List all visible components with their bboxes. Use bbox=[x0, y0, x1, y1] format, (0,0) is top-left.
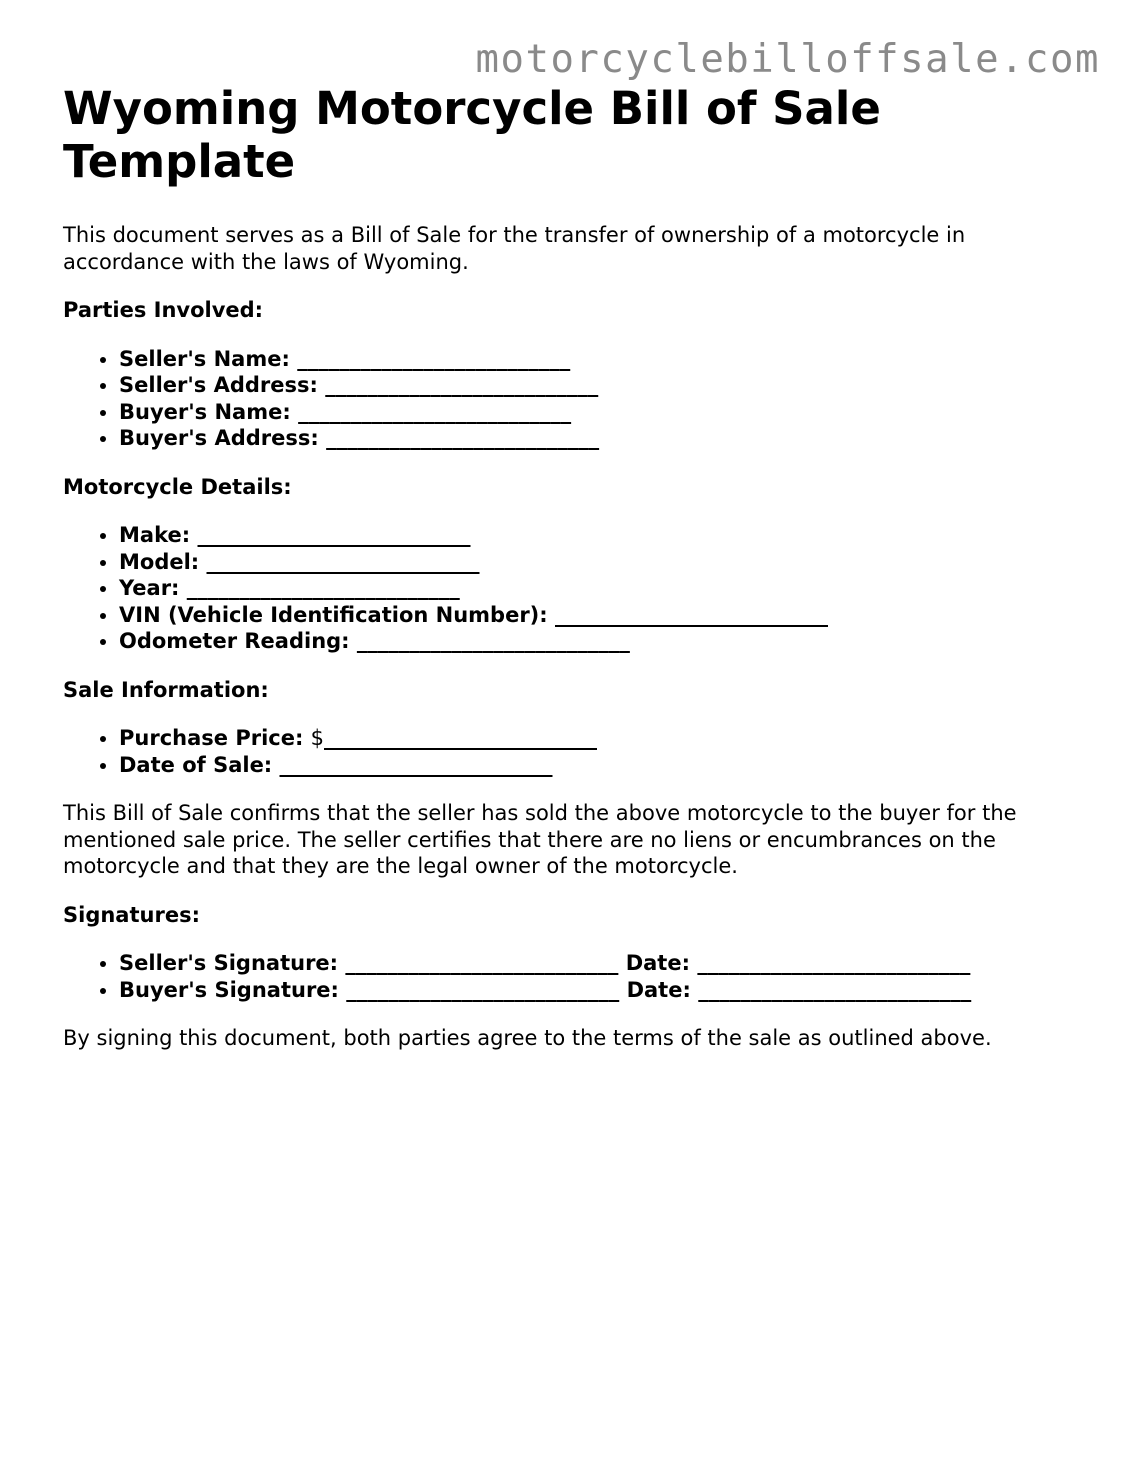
date-blank[interactable]: __________________________ bbox=[697, 951, 971, 975]
list-item bbox=[119, 425, 1083, 452]
field-label: Buyer's Signature: bbox=[119, 977, 339, 1002]
field-blank[interactable]: __________________________ bbox=[197, 523, 471, 547]
list-item bbox=[119, 602, 1083, 629]
list-item bbox=[119, 346, 1083, 373]
list-item bbox=[119, 399, 1083, 426]
field-blank[interactable]: __________________________ bbox=[356, 629, 630, 653]
field-blank[interactable]: __________________________ bbox=[324, 726, 598, 750]
field-label: Date of Sale: bbox=[119, 752, 273, 777]
signatures-list bbox=[63, 950, 1083, 1003]
list-item bbox=[119, 725, 1083, 752]
field-label: Odometer Reading: bbox=[119, 629, 350, 653]
list-item bbox=[119, 575, 1083, 602]
field-blank[interactable]: __________________________ bbox=[297, 346, 571, 371]
field-label: Model: bbox=[119, 549, 200, 574]
sale-heading: Sale Information: bbox=[63, 677, 269, 702]
field-blank[interactable]: __________________________ bbox=[206, 549, 480, 574]
list-item bbox=[119, 977, 1083, 1004]
motorcycle-heading: Motorcycle Details: bbox=[63, 474, 292, 499]
intro-paragraph: This document serves as a Bill of Sale for the transfer of ownership of a motorcycle in accordance with the laws of Wyoming. bbox=[63, 223, 966, 274]
list-item bbox=[119, 628, 1083, 655]
field-label: Buyer's Address: bbox=[119, 426, 319, 450]
field-blank[interactable]: __________________________ bbox=[279, 752, 553, 777]
field-label: Purchase Price: bbox=[119, 726, 304, 750]
field-label: Seller's Address: bbox=[119, 373, 318, 397]
field-label: VIN (Vehicle Identification Number): bbox=[119, 602, 548, 627]
field-blank[interactable]: __________________________ bbox=[298, 399, 572, 424]
date-label: Date: bbox=[626, 977, 691, 1002]
field-label: Buyer's Name: bbox=[119, 399, 291, 424]
list-item bbox=[119, 752, 1083, 779]
motorcycle-list bbox=[63, 522, 1083, 655]
confirmation-paragraph: This Bill of Sale confirms that the seller has sold the above motorcycle to the buyer for the mentioned sale price. The seller certifies that there are no liens or encumbrances on the motorcycle and that they are the legal owner of the motorcycle. bbox=[63, 801, 1017, 878]
date-blank[interactable]: __________________________ bbox=[698, 977, 972, 1002]
field-blank[interactable]: __________________________ bbox=[554, 602, 828, 627]
field-blank[interactable]: __________________________ bbox=[326, 426, 600, 450]
signature-blank[interactable]: __________________________ bbox=[345, 951, 619, 975]
field-label: Seller's Name: bbox=[119, 346, 290, 371]
field-label: Seller's Signature: bbox=[119, 951, 339, 975]
closing-paragraph: By signing this document, both parties agree to the terms of the sale as outlined above. bbox=[63, 1026, 992, 1050]
sale-list bbox=[63, 725, 1083, 778]
signatures-heading: Signatures: bbox=[63, 902, 200, 927]
watermark: motorcyclebilloffsale.com bbox=[475, 37, 1100, 82]
list-item bbox=[119, 522, 1083, 549]
list-item bbox=[119, 950, 1083, 977]
document bbox=[63, 82, 1083, 1052]
list-item bbox=[119, 372, 1083, 399]
currency-symbol: $ bbox=[310, 726, 325, 750]
list-item bbox=[119, 549, 1083, 576]
date-label: Date: bbox=[625, 951, 690, 975]
field-label: Year: bbox=[119, 576, 180, 600]
parties-list bbox=[63, 346, 1083, 452]
signature-blank[interactable]: __________________________ bbox=[346, 977, 620, 1002]
field-label: Make: bbox=[119, 523, 191, 547]
field-blank[interactable]: __________________________ bbox=[186, 576, 460, 600]
parties-heading: Parties Involved: bbox=[63, 298, 264, 322]
page-title: Wyoming Motorcycle Bill of Sale Template bbox=[63, 82, 881, 188]
field-blank[interactable]: __________________________ bbox=[325, 373, 599, 397]
